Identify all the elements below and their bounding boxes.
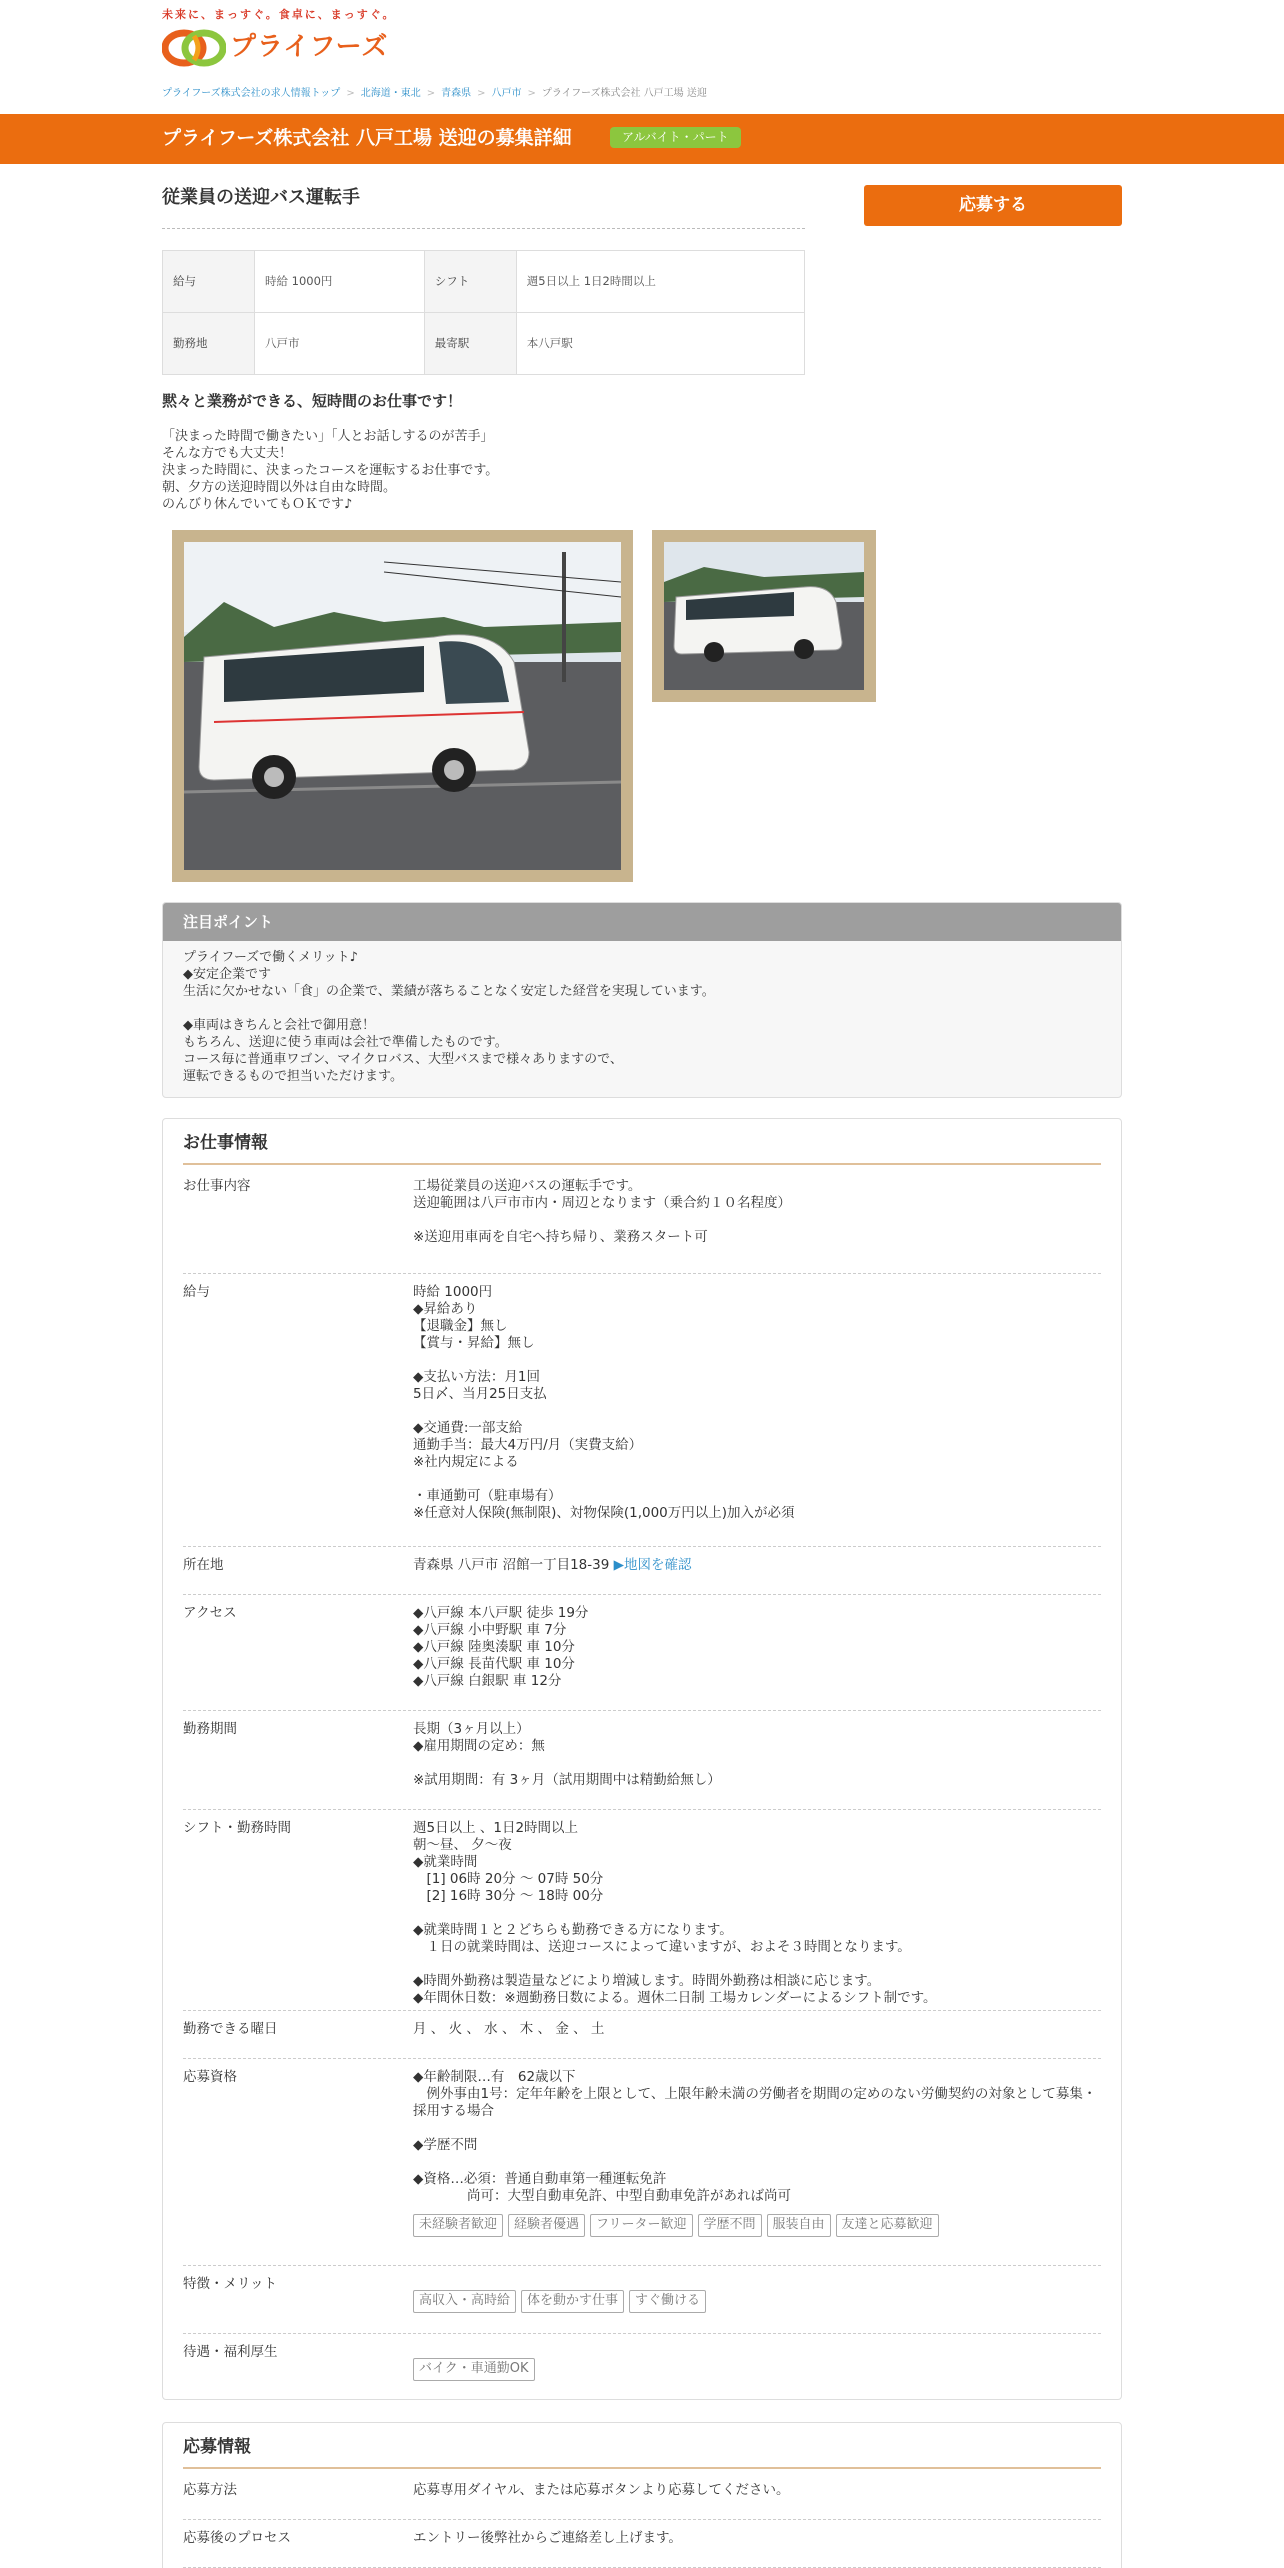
highlight-title: 注目ポイント (163, 903, 1121, 941)
tag: 高収入・高時給 (413, 2290, 516, 2313)
map-link[interactable]: ▶地図を確認 (613, 1557, 692, 1573)
thumbnail-photo[interactable] (652, 530, 876, 702)
site-header (162, 8, 1122, 99)
breadcrumb-separator: > (527, 88, 536, 99)
job-row (183, 2059, 1101, 2266)
tag: 友達と応募歓迎 (836, 2214, 939, 2237)
job-row-label: 所在地 (183, 1557, 224, 1573)
catch-copy: 黙々と業務ができる、短時間のお仕事です！ (162, 392, 463, 410)
job-row-label: 給与 (183, 1284, 210, 1300)
logo-text: プライフーズ (230, 32, 389, 63)
tag-list (413, 2214, 944, 2237)
job-row-value: 時給 1000円 ◆昇給あり 【退職金】無し 【賞与・昇給】無し ◆支払い方法：月1回 5日〆、当月25日支払 ◆交通費:一部支給 通勤手当：最大4万円/月（実費支給） ※社内規定による ・車通勤可（駐車場有） ※任意対人保険(無制限)、対物保険(1,000万円以上)加入が必須 (413, 1284, 795, 1521)
tag: すぐ働ける (629, 2290, 706, 2313)
highlight-body: プライフーズで働くメリット♪ ◆安定企業です 生活に欠かせない「食」の企業で、業績が落ちることなく安定した経営を実現しています。 ◆車両はきちんと会社で御用意！ もちろん、送迎に使う車両は会社で準備したものです。 コース毎に普通車ワゴン、マイクロバス、大型バスまで様々ありますので、 運転できるもので担当いただけます。 (183, 950, 715, 1084)
job-row-label: 応募資格 (183, 2069, 237, 2085)
breadcrumb-link[interactable]: 青森県 (441, 88, 472, 99)
breadcrumb-separator: > (346, 88, 355, 99)
job-row (183, 2334, 1101, 2390)
job-row (183, 1711, 1101, 1810)
job-title: 従業員の送迎バス運転手 (162, 187, 360, 208)
apply-row (183, 2520, 1101, 2568)
page-title: プライフーズ株式会社 八戸工場 送迎の募集詳細 (162, 127, 572, 149)
apply-row-label: 応募方法 (183, 2482, 237, 2498)
job-row (183, 1595, 1101, 1711)
job-row-value: 月 、 火 、 水 、 木 、 金 、 土 (413, 2021, 605, 2037)
summary-location: 八戸市 (255, 313, 425, 375)
apply-info-section (162, 2422, 1122, 2568)
job-info-title: お仕事情報 (183, 1133, 1101, 1165)
tag: バイク・車通勤OK (413, 2358, 535, 2381)
logo-mark-icon (162, 28, 226, 68)
breadcrumb-separator: > (477, 88, 486, 99)
job-row-label: 待遇・福利厚生 (183, 2344, 278, 2360)
summary-shift: 週5日以上 1日2時間以上 (516, 251, 804, 313)
summary-salary: 時給 1000円 (255, 251, 425, 313)
job-row (183, 1168, 1101, 1274)
apply-info-title: 応募情報 (183, 2437, 1101, 2469)
breadcrumb (162, 88, 707, 101)
summary-station: 本八戸駅 (516, 313, 804, 375)
logo[interactable] (162, 26, 1122, 70)
job-row (183, 2266, 1101, 2334)
job-row (183, 1547, 1101, 1595)
job-info-section (162, 1118, 1122, 2400)
tagline: 未来に、まっすぐ。食卓に、まっすぐ。 (162, 8, 396, 21)
apply-row-value: エントリー後弊社からご連絡差し上げます。 (413, 2530, 682, 2546)
employment-type-badge: アルバイト・パート (610, 127, 741, 148)
tag-list (413, 2290, 711, 2313)
main-photo[interactable] (172, 530, 633, 882)
job-row-label: 勤務期間 (183, 1721, 237, 1737)
divider (162, 228, 805, 229)
address-text: 青森県 八戸市 沼館一丁目18-39 (413, 1557, 614, 1573)
breadcrumb-link[interactable]: プライフーズ株式会社の求人情報トップ (162, 88, 341, 99)
job-row-label: お仕事内容 (183, 1178, 251, 1194)
job-row-label: アクセス (183, 1605, 237, 1621)
job-row-value: 週5日以上 、1日2時間以上 朝～昼、 夕～夜 ◆就業時間 [1] 06時 20分 〜 07時 50分 [2] 16時 30分 〜 18時 00分 ◆就業時間１と２どちらも勤務できる方になります。 １日の就業時間は、送迎コースによって違いますが、およそ３時間となります。 ◆時間外勤務は製造量などにより増減します。時間外勤務は相談に応じます。 ◆年間休日数：※週勤務日数による。週休二日制 工場カレンダーによるシフト制です。 (413, 1820, 937, 2006)
job-row (183, 1274, 1101, 1547)
summary-shift-label: シフト (424, 251, 516, 313)
job-row-label: シフト・勤務時間 (183, 1820, 291, 1836)
job-row-value: ◆八戸線 本八戸駅 徒歩 19分 ◆八戸線 小中野駅 車 7分 ◆八戸線 陸奥湊駅 車 10分 ◆八戸線 長苗代駅 車 10分 ◆八戸線 白銀駅 車 12分 (413, 1605, 589, 1689)
intro-text: 「決まった時間で働きたい」「人とお話しするのが苦手」 そんな方でも大丈夫！ 決まった時間に、決まったコースを運転するお仕事です。 朝、夕方の送迎時間以外は自由な時間。 のんびり休んでいてもＯＫです♪ (162, 429, 499, 512)
job-row (183, 1810, 1101, 2011)
summary-station-label: 最寄駅 (424, 313, 516, 375)
bus-photo-main (184, 542, 621, 870)
job-row-label: 特徴・メリット (183, 2276, 277, 2292)
job-row-value (413, 1557, 1101, 1574)
job-row-value: ◆年齢制限…有 62歳以下 例外事由1号：定年年齢を上限として、上限年齢未満の労働者を期間の定めのない労働契約の対象として募集・採用する場合 ◆学歴不問 ◆資格…必須：普通自動車第一種運転免許 尚可：大型自動車免許、中型自動車免許があれば尚可 (413, 2069, 1097, 2204)
title-bar (0, 114, 1284, 164)
apply-row-label: 応募後のプロセス (183, 2530, 291, 2546)
apply-row-value: 応募専用ダイヤル、または応募ボタンより応募してください。 (413, 2482, 790, 2498)
summary-table (162, 250, 805, 375)
summary-salary-label: 給与 (163, 251, 255, 313)
tag: 服装自由 (767, 2214, 831, 2237)
job-row-label: 勤務できる曜日 (183, 2021, 278, 2037)
tag-list (413, 2358, 540, 2381)
tag: 学歴不問 (698, 2214, 762, 2237)
job-row-value: 工場従業員の送迎バスの運転手です。 送迎範囲は八戸市市内・周辺となります（乗合約１０名程度） ※送迎用車両を自宅へ持ち帰り、業務スタート可 (413, 1178, 791, 1245)
tag: 体を動かす仕事 (521, 2290, 624, 2313)
tag: 経験者優遇 (508, 2214, 585, 2237)
breadcrumb-link[interactable]: 八戸市 (491, 88, 522, 99)
tag: フリーター歓迎 (590, 2214, 692, 2237)
bus-photo-thumbnail (664, 542, 864, 690)
breadcrumb-separator: > (426, 88, 436, 99)
job-row (183, 2011, 1101, 2059)
tag: 未経験者歓迎 (413, 2214, 503, 2237)
apply-button[interactable]: 応募する (864, 185, 1122, 226)
breadcrumb-link[interactable]: 北海道・東北 (360, 88, 421, 99)
breadcrumb-current: プライフーズ株式会社 八戸工場 送迎 (541, 88, 707, 99)
highlight-points (162, 902, 1122, 1098)
job-row-value: 長期（3ヶ月以上） ◆雇用期間の定め：無 ※試用期間：有 3ヶ月（試用期間中は精勤給無し） (413, 1721, 721, 1788)
summary-location-label: 勤務地 (163, 313, 255, 375)
apply-row (183, 2472, 1101, 2520)
